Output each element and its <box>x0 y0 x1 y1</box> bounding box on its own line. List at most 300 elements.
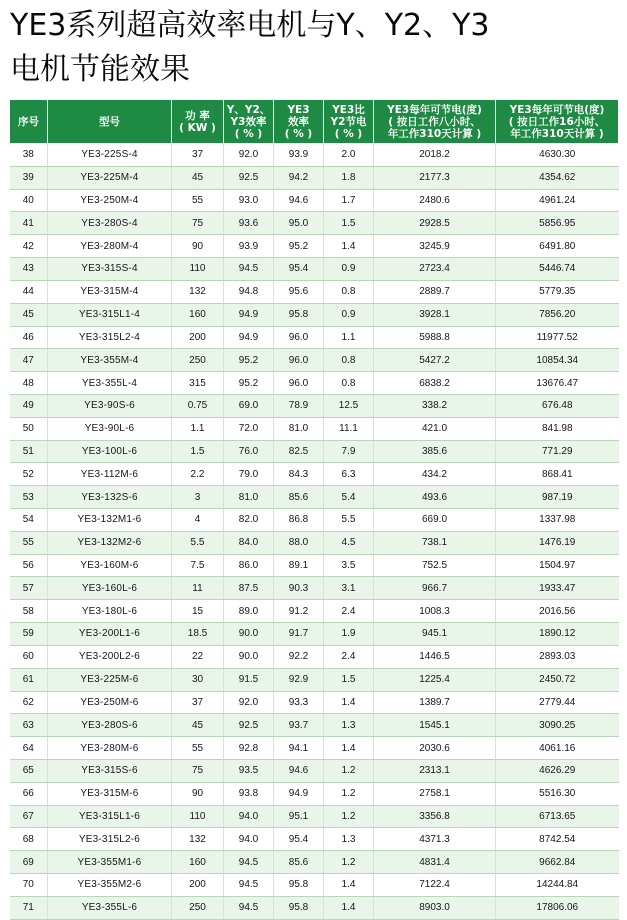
cell-annual-saving-8h: 2758.1 <box>374 782 496 805</box>
cell-saving-percent: 2.4 <box>324 645 374 668</box>
cell-power: 3 <box>172 486 224 509</box>
cell-serial-number: 46 <box>10 326 48 349</box>
cell-ye3-efficiency: 95.8 <box>274 303 324 326</box>
cell-annual-saving-16h: 4354.62 <box>496 166 619 189</box>
cell-model: YE3-315S-4 <box>48 258 172 281</box>
cell-ye3-efficiency: 85.6 <box>274 486 324 509</box>
cell-ye3-efficiency: 88.0 <box>274 531 324 554</box>
cell-model: YE3-90L-6 <box>48 417 172 440</box>
table-header <box>10 100 619 144</box>
cell-annual-saving-8h: 2177.3 <box>374 166 496 189</box>
header-ye3-efficiency: YE3 效率 ( % ) <box>274 100 324 144</box>
cell-annual-saving-8h: 2313.1 <box>374 759 496 782</box>
cell-ye3-efficiency: 82.5 <box>274 440 324 463</box>
cell-model: YE3-355M-4 <box>48 349 172 372</box>
cell-annual-saving-16h: 2779.44 <box>496 691 619 714</box>
cell-y-efficiency: 95.2 <box>224 372 274 395</box>
cell-model: YE3-225M-6 <box>48 668 172 691</box>
cell-ye3-efficiency: 95.2 <box>274 235 324 258</box>
cell-ye3-efficiency: 95.4 <box>274 258 324 281</box>
cell-saving-percent: 4.5 <box>324 531 374 554</box>
cell-power: 250 <box>172 896 224 919</box>
cell-saving-percent: 7.9 <box>324 440 374 463</box>
cell-power: 132 <box>172 828 224 851</box>
cell-saving-percent: 5.5 <box>324 509 374 532</box>
cell-ye3-efficiency: 92.9 <box>274 668 324 691</box>
cell-saving-percent: 2.4 <box>324 600 374 623</box>
cell-serial-number: 49 <box>10 394 48 417</box>
cell-ye3-efficiency: 91.2 <box>274 600 324 623</box>
cell-saving-percent: 1.2 <box>324 805 374 828</box>
cell-power: 110 <box>172 805 224 828</box>
header-power: 功 率 ( KW ) <box>172 100 224 144</box>
cell-power: 200 <box>172 874 224 897</box>
table-row <box>10 280 619 303</box>
cell-power: 75 <box>172 212 224 235</box>
cell-y-efficiency: 87.5 <box>224 577 274 600</box>
table-body <box>10 144 619 920</box>
cell-y-efficiency: 90.0 <box>224 623 274 646</box>
cell-saving-percent: 1.4 <box>324 874 374 897</box>
cell-ye3-efficiency: 92.2 <box>274 645 324 668</box>
cell-annual-saving-16h: 6491.80 <box>496 235 619 258</box>
cell-annual-saving-16h: 13676.47 <box>496 372 619 395</box>
cell-annual-saving-8h: 752.5 <box>374 554 496 577</box>
table-row <box>10 554 619 577</box>
cell-serial-number: 41 <box>10 212 48 235</box>
cell-annual-saving-8h: 1008.3 <box>374 600 496 623</box>
cell-annual-saving-8h: 2889.7 <box>374 280 496 303</box>
cell-power: 1.5 <box>172 440 224 463</box>
cell-annual-saving-8h: 5427.2 <box>374 349 496 372</box>
cell-saving-percent: 1.2 <box>324 782 374 805</box>
cell-ye3-efficiency: 94.1 <box>274 737 324 760</box>
cell-saving-percent: 1.3 <box>324 714 374 737</box>
table-row <box>10 759 619 782</box>
table-row <box>10 645 619 668</box>
cell-serial-number: 42 <box>10 235 48 258</box>
cell-serial-number: 71 <box>10 896 48 919</box>
cell-serial-number: 65 <box>10 759 48 782</box>
cell-model: YE3-355M1-6 <box>48 851 172 874</box>
cell-ye3-efficiency: 95.0 <box>274 212 324 235</box>
energy-saving-table <box>9 99 619 920</box>
cell-annual-saving-8h: 4831.4 <box>374 851 496 874</box>
cell-power: 75 <box>172 759 224 782</box>
cell-power: 18.5 <box>172 623 224 646</box>
cell-annual-saving-16h: 6713.65 <box>496 805 619 828</box>
cell-model: YE3-160M-6 <box>48 554 172 577</box>
cell-y-efficiency: 76.0 <box>224 440 274 463</box>
cell-annual-saving-8h: 1225.4 <box>374 668 496 691</box>
cell-power: 1.1 <box>172 417 224 440</box>
cell-annual-saving-16h: 868.41 <box>496 463 619 486</box>
cell-power: 315 <box>172 372 224 395</box>
cell-model: YE3-200L1-6 <box>48 623 172 646</box>
table-row <box>10 235 619 258</box>
cell-serial-number: 47 <box>10 349 48 372</box>
cell-y-efficiency: 81.0 <box>224 486 274 509</box>
table-row <box>10 440 619 463</box>
cell-model: YE3-250M-4 <box>48 189 172 212</box>
page-title-line-2: 电机节能效果 <box>10 52 190 87</box>
cell-annual-saving-16h: 4626.29 <box>496 759 619 782</box>
cell-serial-number: 60 <box>10 645 48 668</box>
cell-saving-percent: 1.3 <box>324 828 374 851</box>
cell-annual-saving-16h: 676.48 <box>496 394 619 417</box>
cell-annual-saving-8h: 2723.4 <box>374 258 496 281</box>
cell-ye3-efficiency: 91.7 <box>274 623 324 646</box>
cell-ye3-efficiency: 93.7 <box>274 714 324 737</box>
cell-ye3-efficiency: 95.8 <box>274 896 324 919</box>
cell-serial-number: 69 <box>10 851 48 874</box>
cell-annual-saving-16h: 1476.19 <box>496 531 619 554</box>
cell-annual-saving-8h: 3928.1 <box>374 303 496 326</box>
cell-y-efficiency: 84.0 <box>224 531 274 554</box>
cell-saving-percent: 1.4 <box>324 235 374 258</box>
cell-annual-saving-8h: 1545.1 <box>374 714 496 737</box>
cell-annual-saving-16h: 1337.98 <box>496 509 619 532</box>
cell-annual-saving-16h: 4630.30 <box>496 144 619 167</box>
cell-annual-saving-8h: 1389.7 <box>374 691 496 714</box>
cell-annual-saving-16h: 1504.97 <box>496 554 619 577</box>
cell-ye3-efficiency: 81.0 <box>274 417 324 440</box>
table-row <box>10 303 619 326</box>
cell-annual-saving-16h: 7856.20 <box>496 303 619 326</box>
cell-serial-number: 40 <box>10 189 48 212</box>
cell-serial-number: 67 <box>10 805 48 828</box>
cell-annual-saving-8h: 421.0 <box>374 417 496 440</box>
cell-y-efficiency: 93.8 <box>224 782 274 805</box>
cell-model: YE3-280S-4 <box>48 212 172 235</box>
header-row <box>10 100 619 144</box>
cell-power: 2.2 <box>172 463 224 486</box>
cell-power: 110 <box>172 258 224 281</box>
cell-ye3-efficiency: 96.0 <box>274 326 324 349</box>
cell-annual-saving-16h: 2016.56 <box>496 600 619 623</box>
cell-ye3-efficiency: 94.6 <box>274 759 324 782</box>
table-row <box>10 805 619 828</box>
cell-power: 15 <box>172 600 224 623</box>
cell-y-efficiency: 94.9 <box>224 326 274 349</box>
cell-serial-number: 44 <box>10 280 48 303</box>
cell-power: 55 <box>172 737 224 760</box>
table-row <box>10 463 619 486</box>
cell-annual-saving-8h: 3356.8 <box>374 805 496 828</box>
cell-model: YE3-132M1-6 <box>48 509 172 532</box>
cell-power: 90 <box>172 235 224 258</box>
cell-annual-saving-8h: 1446.5 <box>374 645 496 668</box>
cell-annual-saving-8h: 738.1 <box>374 531 496 554</box>
cell-annual-saving-8h: 493.6 <box>374 486 496 509</box>
cell-saving-percent: 1.2 <box>324 851 374 874</box>
cell-model: YE3-180L-6 <box>48 600 172 623</box>
cell-serial-number: 70 <box>10 874 48 897</box>
cell-annual-saving-16h: 987.19 <box>496 486 619 509</box>
cell-power: 132 <box>172 280 224 303</box>
table-row <box>10 668 619 691</box>
table-row <box>10 623 619 646</box>
cell-annual-saving-8h: 2480.6 <box>374 189 496 212</box>
cell-y-efficiency: 93.9 <box>224 235 274 258</box>
cell-serial-number: 57 <box>10 577 48 600</box>
cell-model: YE3-315S-6 <box>48 759 172 782</box>
cell-ye3-efficiency: 84.3 <box>274 463 324 486</box>
page-title-line-1: YE3系列超高效率电机与Y、Y2、Y3 <box>10 8 490 43</box>
cell-power: 11 <box>172 577 224 600</box>
cell-annual-saving-16h: 1933.47 <box>496 577 619 600</box>
cell-ye3-efficiency: 90.3 <box>274 577 324 600</box>
cell-saving-percent: 1.2 <box>324 759 374 782</box>
header-model: 型号 <box>48 100 172 144</box>
cell-annual-saving-8h: 669.0 <box>374 509 496 532</box>
cell-model: YE3-315L2-6 <box>48 828 172 851</box>
cell-serial-number: 68 <box>10 828 48 851</box>
cell-annual-saving-16h: 5856.95 <box>496 212 619 235</box>
cell-annual-saving-8h: 385.6 <box>374 440 496 463</box>
cell-model: YE3-112M-6 <box>48 463 172 486</box>
cell-saving-percent: 5.4 <box>324 486 374 509</box>
cell-serial-number: 66 <box>10 782 48 805</box>
table-row <box>10 782 619 805</box>
cell-y-efficiency: 94.0 <box>224 828 274 851</box>
cell-model: YE3-225S-4 <box>48 144 172 167</box>
cell-ye3-efficiency: 95.8 <box>274 874 324 897</box>
cell-y-efficiency: 93.6 <box>224 212 274 235</box>
cell-annual-saving-16h: 5446.74 <box>496 258 619 281</box>
cell-serial-number: 53 <box>10 486 48 509</box>
cell-y-efficiency: 92.0 <box>224 691 274 714</box>
cell-annual-saving-16h: 11977.52 <box>496 326 619 349</box>
cell-annual-saving-16h: 5779.35 <box>496 280 619 303</box>
cell-y-efficiency: 86.0 <box>224 554 274 577</box>
cell-model: YE3-200L2-6 <box>48 645 172 668</box>
cell-y-efficiency: 95.2 <box>224 349 274 372</box>
table-row <box>10 144 619 167</box>
cell-annual-saving-8h: 434.2 <box>374 463 496 486</box>
cell-serial-number: 50 <box>10 417 48 440</box>
cell-ye3-efficiency: 96.0 <box>274 349 324 372</box>
header-serial-number: 序号 <box>10 100 48 144</box>
table-row <box>10 714 619 737</box>
cell-annual-saving-8h: 5988.8 <box>374 326 496 349</box>
cell-ye3-efficiency: 78.9 <box>274 394 324 417</box>
cell-model: YE3-315L2-4 <box>48 326 172 349</box>
cell-y-efficiency: 69.0 <box>224 394 274 417</box>
cell-power: 250 <box>172 349 224 372</box>
cell-model: YE3-132S-6 <box>48 486 172 509</box>
cell-saving-percent: 3.1 <box>324 577 374 600</box>
cell-annual-saving-16h: 841.98 <box>496 417 619 440</box>
cell-annual-saving-8h: 4371.3 <box>374 828 496 851</box>
cell-annual-saving-16h: 2450.72 <box>496 668 619 691</box>
cell-power: 90 <box>172 782 224 805</box>
cell-model: YE3-315L1-6 <box>48 805 172 828</box>
cell-saving-percent: 1.9 <box>324 623 374 646</box>
cell-model: YE3-90S-6 <box>48 394 172 417</box>
cell-power: 37 <box>172 144 224 167</box>
cell-power: 4 <box>172 509 224 532</box>
cell-ye3-efficiency: 86.8 <box>274 509 324 532</box>
cell-y-efficiency: 82.0 <box>224 509 274 532</box>
cell-y-efficiency: 94.5 <box>224 851 274 874</box>
cell-annual-saving-16h: 771.29 <box>496 440 619 463</box>
cell-power: 7.5 <box>172 554 224 577</box>
cell-y-efficiency: 92.5 <box>224 166 274 189</box>
cell-ye3-efficiency: 93.9 <box>274 144 324 167</box>
cell-annual-saving-8h: 2030.6 <box>374 737 496 760</box>
cell-annual-saving-16h: 1890.12 <box>496 623 619 646</box>
table-row <box>10 577 619 600</box>
table-row <box>10 394 619 417</box>
cell-model: YE3-225M-4 <box>48 166 172 189</box>
cell-ye3-efficiency: 94.6 <box>274 189 324 212</box>
cell-annual-saving-8h: 2928.5 <box>374 212 496 235</box>
cell-annual-saving-8h: 945.1 <box>374 623 496 646</box>
cell-serial-number: 51 <box>10 440 48 463</box>
page-title <box>10 4 620 92</box>
cell-power: 5.5 <box>172 531 224 554</box>
cell-y-efficiency: 92.5 <box>224 714 274 737</box>
cell-y-efficiency: 94.0 <box>224 805 274 828</box>
table-row <box>10 417 619 440</box>
table-row <box>10 828 619 851</box>
cell-saving-percent: 0.8 <box>324 349 374 372</box>
cell-annual-saving-16h: 8742.54 <box>496 828 619 851</box>
cell-saving-percent: 12.5 <box>324 394 374 417</box>
cell-annual-saving-16h: 2893.03 <box>496 645 619 668</box>
table-row <box>10 326 619 349</box>
cell-power: 30 <box>172 668 224 691</box>
cell-y-efficiency: 93.0 <box>224 189 274 212</box>
cell-ye3-efficiency: 96.0 <box>274 372 324 395</box>
table-row <box>10 896 619 919</box>
cell-y-efficiency: 72.0 <box>224 417 274 440</box>
cell-power: 45 <box>172 714 224 737</box>
cell-serial-number: 62 <box>10 691 48 714</box>
cell-annual-saving-8h: 7122.4 <box>374 874 496 897</box>
table-row <box>10 691 619 714</box>
cell-model: YE3-280M-4 <box>48 235 172 258</box>
cell-saving-percent: 2.0 <box>324 144 374 167</box>
cell-y-efficiency: 94.8 <box>224 280 274 303</box>
cell-y-efficiency: 91.5 <box>224 668 274 691</box>
cell-serial-number: 48 <box>10 372 48 395</box>
cell-serial-number: 38 <box>10 144 48 167</box>
header-annual-saving-16h: YE3每年可节电(度) ( 按日工作16小时、 年工作310天计算 ) <box>496 100 619 144</box>
cell-y-efficiency: 92.0 <box>224 144 274 167</box>
cell-ye3-efficiency: 95.1 <box>274 805 324 828</box>
cell-power: 160 <box>172 851 224 874</box>
cell-serial-number: 45 <box>10 303 48 326</box>
cell-annual-saving-16h: 3090.25 <box>496 714 619 737</box>
table-row <box>10 166 619 189</box>
cell-serial-number: 39 <box>10 166 48 189</box>
table-row <box>10 189 619 212</box>
table-row <box>10 531 619 554</box>
cell-y-efficiency: 89.0 <box>224 600 274 623</box>
cell-model: YE3-280M-6 <box>48 737 172 760</box>
cell-annual-saving-8h: 2018.2 <box>374 144 496 167</box>
header-y-efficiency: Y、Y2、 Y3效率 ( % ) <box>224 100 274 144</box>
cell-saving-percent: 1.5 <box>324 212 374 235</box>
cell-power: 45 <box>172 166 224 189</box>
cell-y-efficiency: 94.5 <box>224 896 274 919</box>
table-row <box>10 851 619 874</box>
table-row <box>10 600 619 623</box>
cell-power: 160 <box>172 303 224 326</box>
table-row <box>10 509 619 532</box>
cell-saving-percent: 0.8 <box>324 280 374 303</box>
cell-annual-saving-8h: 3245.9 <box>374 235 496 258</box>
cell-model: YE3-315L1-4 <box>48 303 172 326</box>
cell-serial-number: 56 <box>10 554 48 577</box>
table-row <box>10 258 619 281</box>
cell-annual-saving-8h: 966.7 <box>374 577 496 600</box>
cell-ye3-efficiency: 95.4 <box>274 828 324 851</box>
cell-saving-percent: 1.4 <box>324 737 374 760</box>
cell-model: YE3-100L-6 <box>48 440 172 463</box>
cell-model: YE3-315M-4 <box>48 280 172 303</box>
cell-y-efficiency: 90.0 <box>224 645 274 668</box>
cell-ye3-efficiency: 95.6 <box>274 280 324 303</box>
cell-ye3-efficiency: 94.2 <box>274 166 324 189</box>
cell-serial-number: 54 <box>10 509 48 532</box>
cell-power: 0.75 <box>172 394 224 417</box>
cell-annual-saving-16h: 4061.16 <box>496 737 619 760</box>
cell-annual-saving-8h: 8903.0 <box>374 896 496 919</box>
cell-saving-percent: 1.7 <box>324 189 374 212</box>
cell-y-efficiency: 92.8 <box>224 737 274 760</box>
cell-y-efficiency: 93.5 <box>224 759 274 782</box>
cell-annual-saving-16h: 5516.30 <box>496 782 619 805</box>
cell-saving-percent: 1.8 <box>324 166 374 189</box>
cell-saving-percent: 1.4 <box>324 896 374 919</box>
cell-model: YE3-355M2-6 <box>48 874 172 897</box>
cell-saving-percent: 1.5 <box>324 668 374 691</box>
cell-saving-percent: 11.1 <box>324 417 374 440</box>
cell-annual-saving-8h: 338.2 <box>374 394 496 417</box>
cell-model: YE3-132M2-6 <box>48 531 172 554</box>
cell-serial-number: 58 <box>10 600 48 623</box>
cell-model: YE3-280S-6 <box>48 714 172 737</box>
cell-model: YE3-250M-6 <box>48 691 172 714</box>
cell-serial-number: 52 <box>10 463 48 486</box>
cell-ye3-efficiency: 94.9 <box>274 782 324 805</box>
cell-annual-saving-16h: 4961.24 <box>496 189 619 212</box>
cell-power: 22 <box>172 645 224 668</box>
cell-saving-percent: 1.1 <box>324 326 374 349</box>
cell-annual-saving-16h: 14244.84 <box>496 874 619 897</box>
cell-saving-percent: 3.5 <box>324 554 374 577</box>
cell-ye3-efficiency: 85.6 <box>274 851 324 874</box>
table-row <box>10 349 619 372</box>
cell-model: YE3-355L-4 <box>48 372 172 395</box>
cell-serial-number: 43 <box>10 258 48 281</box>
cell-model: YE3-315M-6 <box>48 782 172 805</box>
cell-ye3-efficiency: 89.1 <box>274 554 324 577</box>
cell-serial-number: 64 <box>10 737 48 760</box>
cell-saving-percent: 6.3 <box>324 463 374 486</box>
cell-y-efficiency: 94.9 <box>224 303 274 326</box>
cell-annual-saving-16h: 17806.06 <box>496 896 619 919</box>
header-annual-saving-8h: YE3每年可节电(度) ( 按日工作八小时、 年工作310天计算 ) <box>374 100 496 144</box>
header-saving-percent: YE3比 Y2节电 ( % ) <box>324 100 374 144</box>
table-row <box>10 874 619 897</box>
cell-serial-number: 63 <box>10 714 48 737</box>
cell-saving-percent: 0.8 <box>324 372 374 395</box>
cell-power: 37 <box>172 691 224 714</box>
